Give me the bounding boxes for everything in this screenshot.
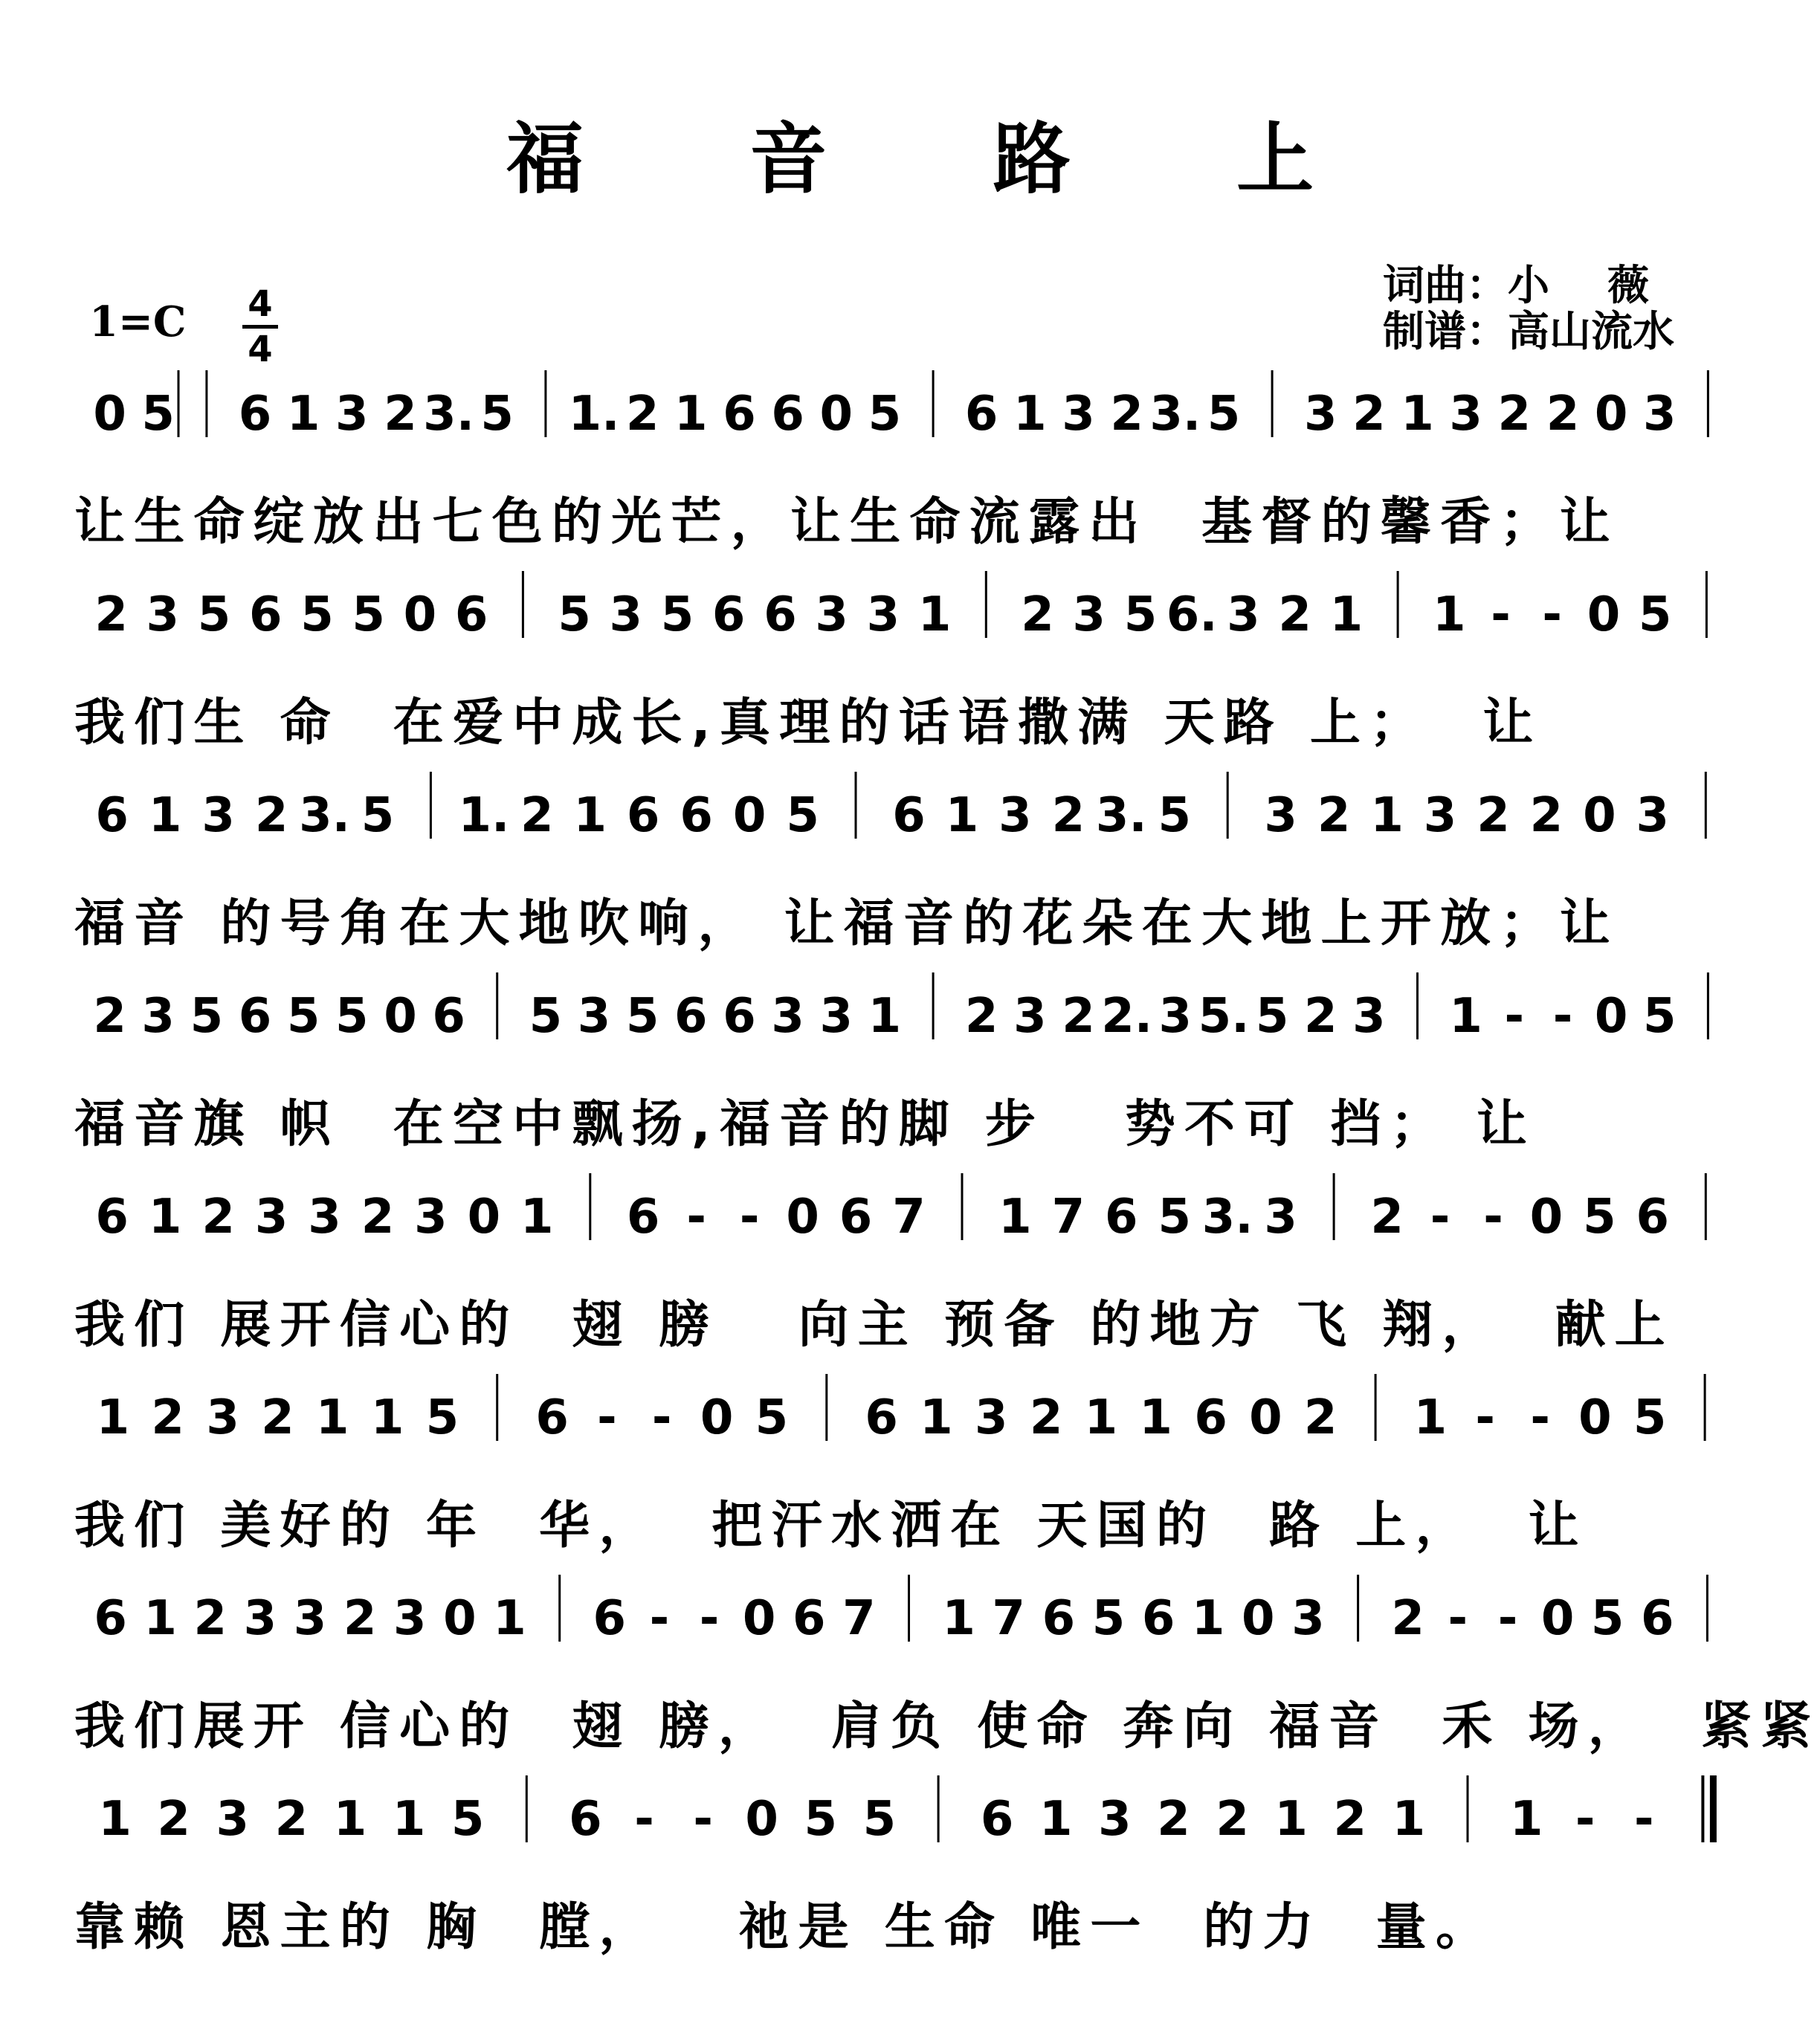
note: 6 xyxy=(865,1390,898,1445)
note: 0 xyxy=(745,1792,778,1847)
note: 1 xyxy=(148,1190,182,1245)
note: 1 xyxy=(1433,587,1466,642)
note: 2 xyxy=(193,1591,228,1646)
note: 5 xyxy=(197,587,231,642)
note: 2 xyxy=(343,1591,377,1646)
note: 2 xyxy=(1352,387,1386,442)
note: 3 xyxy=(146,587,180,642)
note: 5 xyxy=(1590,1591,1624,1646)
note: 3 xyxy=(308,1190,341,1245)
note: 0 xyxy=(403,587,437,642)
note: 3 xyxy=(1636,788,1670,843)
note: 6 xyxy=(238,387,272,442)
song-title: 福 音 路 上 xyxy=(506,114,1384,204)
note: 0 xyxy=(1587,587,1621,642)
score-system xyxy=(93,370,1708,442)
note: 1 xyxy=(1013,387,1047,442)
note: 5 xyxy=(558,587,591,642)
note: 2 xyxy=(361,1190,395,1245)
note: 1. xyxy=(458,788,510,843)
note: 3 xyxy=(1352,989,1386,1044)
note: 5 xyxy=(352,587,385,642)
note: 3 xyxy=(1062,387,1095,442)
note: 2 xyxy=(1546,387,1580,442)
note: 3 xyxy=(866,587,900,642)
note: - xyxy=(651,1390,672,1445)
note: 0 xyxy=(742,1591,776,1646)
note: 1 xyxy=(370,1390,404,1445)
note: 5 xyxy=(660,587,694,642)
note: 5 xyxy=(190,989,224,1044)
note: 1 xyxy=(573,788,607,843)
note: 2 xyxy=(1529,788,1564,843)
note: 1 xyxy=(1370,788,1404,843)
note: 6 xyxy=(680,788,713,843)
note: 5 xyxy=(286,989,320,1044)
note: 1 xyxy=(1449,989,1482,1044)
note: 1 xyxy=(945,788,979,843)
note: 0 xyxy=(1583,788,1616,843)
note: 0 xyxy=(443,1591,477,1646)
note: 6 xyxy=(1194,1390,1227,1445)
note: 6 xyxy=(980,1792,1014,1847)
note: 2 xyxy=(157,1792,190,1847)
note: 3 xyxy=(1449,387,1482,442)
note: 5 xyxy=(755,1390,789,1445)
note: 2 xyxy=(151,1390,184,1445)
note: 6 xyxy=(94,1591,127,1646)
note: 0 xyxy=(384,989,417,1044)
note: 3 xyxy=(1227,587,1260,642)
arranger-credit: 制谱：高山流水 xyxy=(1383,308,1674,356)
note: 5 xyxy=(1643,989,1677,1044)
note: 1 xyxy=(1392,1792,1426,1847)
score-system xyxy=(94,1575,1707,1646)
note: - xyxy=(1530,1390,1550,1445)
note: 3. xyxy=(299,788,350,843)
note: 3 xyxy=(216,1792,250,1847)
note: 3 xyxy=(335,387,369,442)
lyric-line: 我们展开 信心的 翅 膀， 肩负 使命 奔向 福音 禾 场， 紧紧 xyxy=(74,1697,1820,1756)
note: 3. xyxy=(1201,1190,1253,1245)
note: - xyxy=(1430,1190,1450,1245)
note: 3 xyxy=(1098,1792,1132,1847)
note: 1 xyxy=(1509,1792,1543,1847)
note: 1 xyxy=(1329,587,1364,642)
note: 1 xyxy=(315,1390,349,1445)
note: 6 xyxy=(95,788,129,843)
note: - xyxy=(1575,1792,1595,1847)
note: 1 xyxy=(1084,1390,1118,1445)
note: 2 xyxy=(1110,387,1143,442)
lyric-line: 福音旗 帜 在空中飘扬,福音的脚 步 势不可 挡； 让 xyxy=(74,1095,1537,1154)
note: 0 xyxy=(786,1190,819,1245)
note: 3 xyxy=(393,1591,427,1646)
note: 5 xyxy=(1638,587,1672,642)
note: 3. xyxy=(1149,387,1201,442)
note: 2 xyxy=(261,1390,294,1445)
note: 2 xyxy=(201,1190,235,1245)
note: 2 xyxy=(1391,1591,1424,1646)
note: 5 xyxy=(361,788,395,843)
note: 5 xyxy=(1158,1190,1192,1245)
note: 3 xyxy=(254,1190,288,1245)
time-signature-bottom: 4 xyxy=(248,329,273,370)
note: 0 xyxy=(1529,1190,1564,1245)
note: 0 xyxy=(700,1390,734,1445)
note: 2 xyxy=(1477,788,1510,843)
note: 3 xyxy=(206,1390,239,1445)
note: 3 xyxy=(815,587,848,642)
note: 6 xyxy=(723,989,756,1044)
note: 1 xyxy=(1274,1792,1308,1847)
note: 1 xyxy=(1039,1792,1073,1847)
note: 6 xyxy=(95,1190,129,1245)
note: 0 xyxy=(1578,1390,1612,1445)
note: 6 xyxy=(1636,1190,1670,1245)
note: 2 xyxy=(1029,1390,1063,1445)
note: 6 xyxy=(569,1792,602,1847)
note: - xyxy=(693,1792,713,1847)
score-system xyxy=(94,571,1706,642)
note: 3 xyxy=(1264,1190,1297,1245)
note: 0 xyxy=(467,1190,501,1245)
note: 3 xyxy=(243,1591,277,1646)
lyric-line: 让生命绽放出七色的光芒，让生命流露出 基督的馨香；让 xyxy=(74,493,1619,552)
note: 2 xyxy=(1303,1390,1337,1445)
note: 1 xyxy=(998,1190,1032,1245)
note: 6 xyxy=(238,989,272,1044)
note: 1 xyxy=(98,1792,132,1847)
score-system xyxy=(98,1775,1713,1847)
note: 2 xyxy=(1317,788,1351,843)
note: 0 xyxy=(732,788,767,843)
note: 1 xyxy=(920,1390,953,1445)
note: 5 xyxy=(1158,788,1192,843)
note: 6 xyxy=(723,387,756,442)
note: 5 xyxy=(625,989,659,1044)
note: 5 xyxy=(868,387,902,442)
note: 6 xyxy=(454,587,488,642)
note: 1. xyxy=(568,387,620,442)
note: - xyxy=(699,1591,720,1646)
note: 5 xyxy=(1583,1190,1616,1245)
note: 6. xyxy=(1166,587,1218,642)
note: - xyxy=(1504,989,1525,1044)
note: 5 xyxy=(804,1792,838,1847)
note: 2 xyxy=(93,989,126,1044)
note: 0 xyxy=(1249,1390,1282,1445)
note: - xyxy=(1542,587,1562,642)
note: 7 xyxy=(992,1591,1025,1646)
note: 0 xyxy=(1594,989,1628,1044)
score-system xyxy=(97,1374,1705,1445)
note: - xyxy=(597,1390,617,1445)
note: 5 xyxy=(480,387,514,442)
note: 5. xyxy=(1198,989,1250,1044)
note: 1 xyxy=(942,1591,975,1646)
note: 2 xyxy=(1021,587,1054,642)
note: 6 xyxy=(249,587,283,642)
note: 6 xyxy=(626,788,660,843)
note: 0 xyxy=(93,387,126,442)
note: 6 xyxy=(593,1591,627,1646)
lyricist-composer-credit: 词曲：小 薇 xyxy=(1383,262,1649,310)
note: 1 xyxy=(917,587,952,642)
note: 6 xyxy=(535,1390,569,1445)
note: 2 xyxy=(1370,1190,1404,1245)
note: 0 xyxy=(1540,1591,1575,1646)
note: 7 xyxy=(1051,1190,1085,1245)
note: 5 xyxy=(1207,387,1241,442)
note: 1 xyxy=(286,387,320,442)
note: 2 xyxy=(1497,387,1532,442)
note: 3 xyxy=(1158,989,1193,1044)
note: 5 xyxy=(335,989,369,1044)
note: 0 xyxy=(1242,1591,1275,1646)
note: 5 xyxy=(529,989,563,1044)
note: 6 xyxy=(1105,1190,1138,1245)
note: 1 xyxy=(520,1190,554,1245)
note: - xyxy=(1448,1591,1468,1646)
note: 2 xyxy=(964,989,998,1044)
note: 5 xyxy=(1123,587,1158,642)
note: 6 xyxy=(626,1190,660,1245)
note: - xyxy=(686,1190,706,1245)
note: 2 xyxy=(1304,989,1337,1044)
lyric-line: 靠赖 恩主的 胸 膛， 祂是 生命 唯一 的力 量。 xyxy=(74,1898,1496,1957)
note: 1 xyxy=(1139,1390,1172,1445)
note: - xyxy=(1497,1591,1518,1646)
note: 6 xyxy=(793,1591,826,1646)
note: 3 xyxy=(293,1591,327,1646)
note: 5 xyxy=(451,1792,485,1847)
note: 5 xyxy=(862,1792,897,1847)
note: 2 xyxy=(94,587,128,642)
note: 6 xyxy=(771,387,804,442)
note: - xyxy=(739,1190,760,1245)
note: 5 xyxy=(1633,1390,1667,1445)
note: 3 xyxy=(609,587,643,642)
note: 5 xyxy=(1091,1591,1126,1646)
note: 7 xyxy=(892,1190,926,1245)
note: 6 xyxy=(839,1190,873,1245)
lyric-line: 我们生 命 在爱中成长,真理的话语撒满 天路 上； 让 xyxy=(74,694,1543,752)
note: - xyxy=(1475,1390,1495,1445)
note: - xyxy=(1483,1190,1503,1245)
note: 5 xyxy=(1255,989,1289,1044)
note: 3 xyxy=(577,989,611,1044)
note: 1 xyxy=(143,1591,177,1646)
note: 3 xyxy=(1423,788,1457,843)
note: 2 xyxy=(1278,587,1311,642)
note: 6 xyxy=(711,587,746,642)
note: 1 xyxy=(1401,387,1434,442)
note: 5 xyxy=(786,788,819,843)
note: 2 xyxy=(1333,1792,1367,1847)
note: 1 xyxy=(674,387,708,442)
time-signature-top: 4 xyxy=(248,283,273,325)
note: 3 xyxy=(1013,989,1047,1044)
note: 3 xyxy=(998,788,1032,843)
note: 3 xyxy=(975,1390,1008,1445)
note: 6 xyxy=(1641,1591,1674,1646)
note: 5 xyxy=(141,387,175,442)
note: 1 xyxy=(148,788,182,843)
note: 1 xyxy=(868,989,902,1044)
note: 2 xyxy=(254,788,288,843)
note: 6 xyxy=(1141,1591,1175,1646)
note: 3 xyxy=(141,989,175,1044)
note: 2 xyxy=(274,1792,309,1847)
note: 0 xyxy=(1594,387,1628,442)
note: 1 xyxy=(392,1792,426,1847)
note: 0 xyxy=(819,387,853,442)
note: 6 xyxy=(1042,1591,1076,1646)
note: 3 xyxy=(771,989,804,1044)
note: 2 xyxy=(1157,1792,1190,1847)
note: 6 xyxy=(764,587,797,642)
key-signature: 1=C xyxy=(89,297,187,346)
note: 3 xyxy=(201,788,235,843)
note: 2. xyxy=(1101,989,1153,1044)
note: 3. xyxy=(423,387,475,442)
note: 6 xyxy=(964,387,998,442)
note: 7 xyxy=(842,1591,876,1646)
note: 2 xyxy=(1216,1792,1249,1847)
note: 6 xyxy=(674,989,708,1044)
note: 1 xyxy=(493,1591,526,1646)
note: 5 xyxy=(300,587,334,642)
note: 5 xyxy=(425,1390,459,1445)
score-system xyxy=(95,1173,1706,1245)
score-system xyxy=(93,972,1708,1044)
note: 3 xyxy=(1643,387,1677,442)
note: 2 xyxy=(384,387,417,442)
note: 6 xyxy=(432,989,465,1044)
note: 3. xyxy=(1095,788,1147,843)
note: 3 xyxy=(1264,788,1297,843)
note: - xyxy=(1491,587,1511,642)
lyric-line: 福音 的号角在大地吹响， 让福音的花朵在大地上开放；让 xyxy=(74,894,1619,953)
note: 3 xyxy=(819,989,853,1044)
note: 3 xyxy=(1304,387,1337,442)
note: 1 xyxy=(1191,1591,1225,1646)
score-system xyxy=(95,772,1706,843)
note: 1 xyxy=(333,1792,367,1847)
note: 2 xyxy=(1062,989,1095,1044)
note: 6 xyxy=(892,788,926,843)
note: 2 xyxy=(520,788,554,843)
lyric-line: 我们 展开信心的 翅 膀 向主 预备 的地方 飞 翔， 献上 xyxy=(74,1296,1674,1355)
note: 3 xyxy=(1072,587,1106,642)
note: 3 xyxy=(414,1190,448,1245)
note: 2 xyxy=(1051,788,1085,843)
note: - xyxy=(1634,1792,1654,1847)
note: 3 xyxy=(1291,1591,1325,1646)
note: - xyxy=(1552,989,1573,1044)
note: 1 xyxy=(1413,1390,1448,1445)
lyric-line: 我们 美好的 年 华， 把汗水洒在 天国的 路 上， 让 xyxy=(74,1497,1588,1555)
note: 2 xyxy=(625,387,659,442)
note: - xyxy=(649,1591,670,1646)
note: 1 xyxy=(96,1390,130,1445)
note: - xyxy=(634,1792,654,1847)
